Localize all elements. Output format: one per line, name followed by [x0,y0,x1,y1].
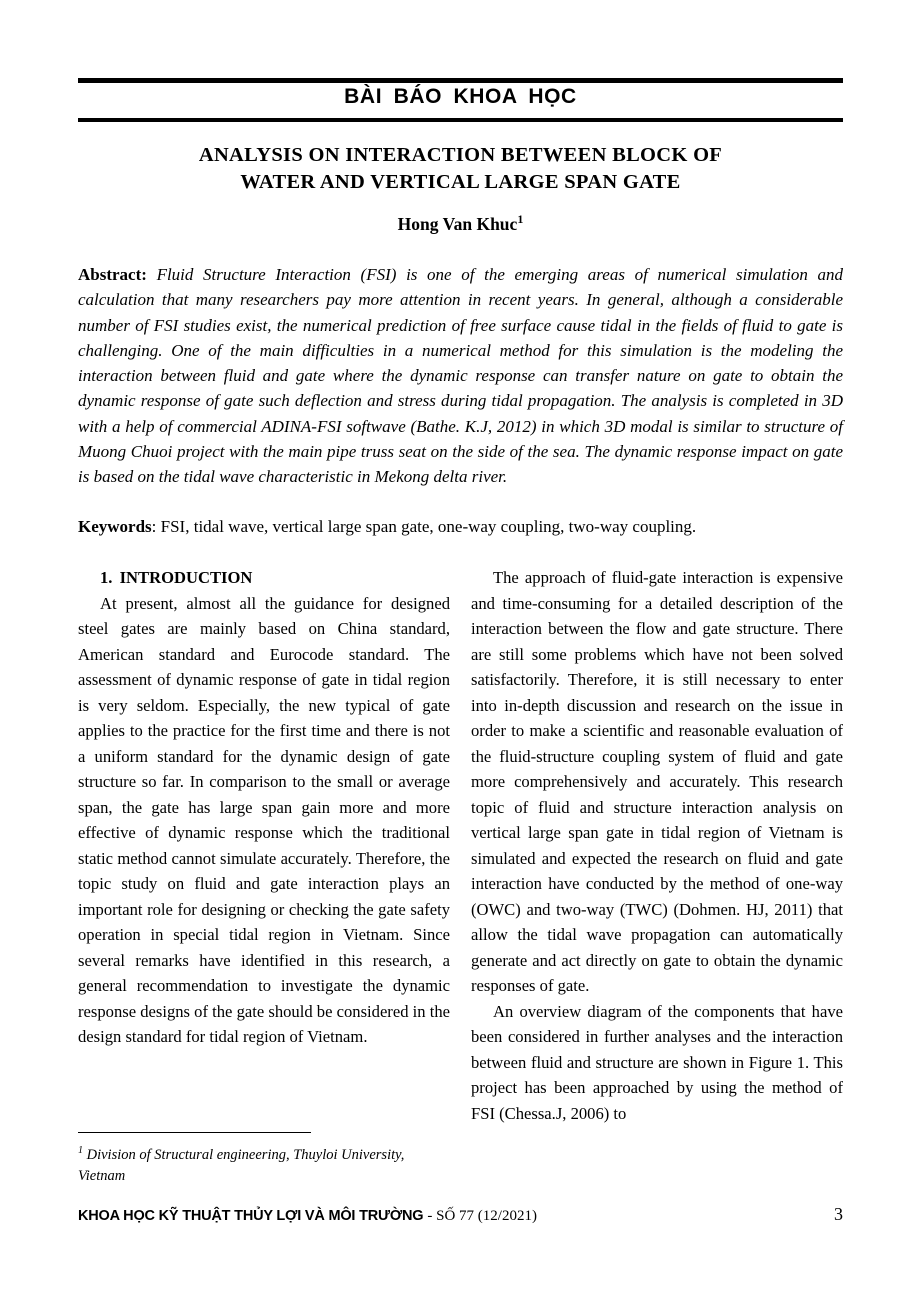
paper-title [78,142,843,196]
footer-journal-line [78,1207,537,1225]
journal-section-banner: BÀI BÁO KHOA HỌC [344,85,577,108]
abstract-text: Fluid Structure Interaction (FSI) is one of the emerging areas of numerical simulation and calculation that many researchers pay more attention in recent years. In general, although a considerable number of FSI studies exist, the numerical prediction of free surface cause tidal in the fields of fluid to gate is challenging. One of the main difficulties in a numerical method for this simulation is the modeling the interaction between fluid and gate where the dynamic response can transfer nature on gate to obtain the dynamic response of gate such deflection and stress during tidal propagation. The analysis is completed in 3D with a help of commercial ADINA-FSI softwave (Bathe. K.J, 2012) in which 3D modal is similar to structure of Muong Chuoi project with the main pipe truss seat on the side of the sea. The dynamic response impact on gate is based on the tidal wave characteristic in Mekong delta river. [78,265,843,487]
header-top-rule [78,78,843,83]
keywords-text: : FSI, tidal wave, vertical large span gate, one-way coupling, two-way coupling. [151,517,697,536]
header-bottom-rule [78,118,843,122]
footnote-text: Division of Structural engineering, Thuyloi University, Vietnam [78,1147,405,1184]
paper-title-line1: ANALYSIS ON INTERACTION BETWEEN BLOCK OF [198,144,723,166]
abstract-label: Abstract: [78,265,147,284]
section-heading-introduction: 1. INTRODUCTION [100,568,253,587]
author-name: Hong Van Khuc [397,213,518,234]
body-paragraph-overview: An overview diagram of the components that have been considered in further analyses and the interaction between fluid and structure are shown in Figure 1. This project has been approached by using the method of FSI (Chessa.J, 2006) to [471,1001,843,1123]
two-column-body [78,565,843,1189]
footer-journal-name: KHOA HỌC KỸ THUẬT THỦY LỢI VÀ MÔI TRƯỜNG [78,1208,424,1224]
paper-title-line2: WATER AND VERTICAL LARGE SPAN GATE [240,171,681,193]
introduction-paragraph: At present, almost all the guidance for designed steel gates are mainly based on China standard, American standard and Eurocode standard. The assessment of dynamic response of gate in tidal region is very seldom. Especially, the new typical of gate applies to the practice for the first time and there is not a uniform standard for the dynamic design of gate structure so far. In comparison to the small or average span, the gate has large span gain more and more effective of dynamic response which the traditional static method cannot simulate accurately. Therefore, the topic study on fluid and gate interaction plays an important role for designing or checking the gate safety operation in special tidal region in Vietnam. Since several remarks have identified in this research, a general recommendation to investigate the dynamic response designs of the gate should be considered in the design standard for tidal region of Vietnam. [78,593,450,1046]
footer-issue: - SỐ 77 (12/2021) [427,1208,537,1224]
footnote-marker: 1 [78,1145,83,1157]
author-line [78,212,843,235]
author-footnote-ref: 1 [517,212,524,226]
page-footer [78,1204,843,1225]
body-paragraph-approach: The approach of fluid-gate interaction is expensive and time-consuming for a detailed description of the interaction between the flow and gate structure. There are still some problems which have not been solved satisfactorily. Therefore, it is still necessary to enter into in-depth discussion and research on the issue in order to make a scientific and reasonable evaluation of the fluid-structure coupling system of fluid and gate more comprehensively and accurately. This research topic of fluid and structure interaction analysis on vertical large span gate in tidal region of Vietnam is simulated and expected the research on fluid and gate interaction have conducted by the method of one-way (OWC) and two-way (TWC) (Dohmen. HJ, 2011) that allow the tidal wave propagation can automatically generate and act directly on gate to obtain the dynamic responses of gate. [471,568,843,995]
author-affiliation-footnote [78,1132,450,1187]
keywords-label: Keywords [78,517,152,536]
abstract-paragraph [78,262,843,490]
right-column [471,565,843,1189]
keywords-line [78,517,843,537]
page-number: 3 [834,1204,843,1224]
left-column [78,565,450,1189]
footnote-divider [78,1132,311,1133]
